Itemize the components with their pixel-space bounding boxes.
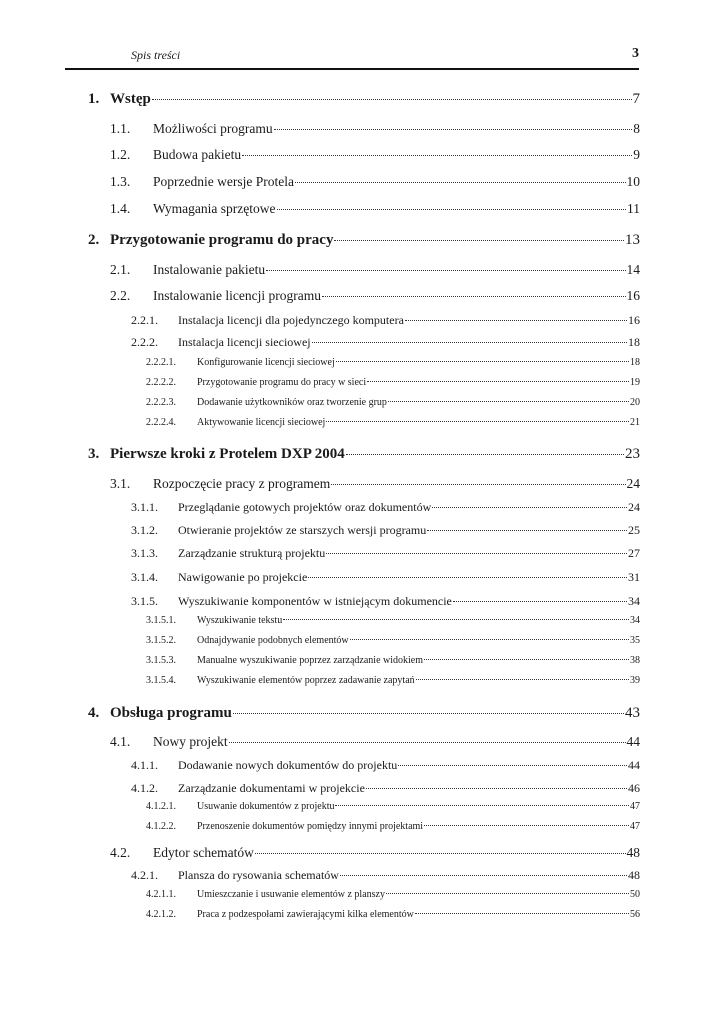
- toc-title: Wyszukiwanie tekstu: [197, 615, 283, 626]
- dot-leader: [255, 853, 626, 854]
- toc-number: 3.1.1.: [131, 500, 158, 514]
- toc-page: 18: [628, 335, 640, 349]
- dot-leader: [295, 182, 626, 183]
- toc-subsubsection[interactable]: [146, 889, 640, 900]
- toc-title: Poprzednie wersje Protela: [153, 174, 294, 189]
- toc-number: 3.1.5.4.: [146, 675, 176, 686]
- toc-number: 2.2.2.: [131, 335, 158, 349]
- toc-number: 2.2.2.2.: [146, 377, 176, 388]
- toc-subsubsection[interactable]: [146, 801, 640, 812]
- toc-number: 3.1.3.: [131, 546, 158, 560]
- toc-section[interactable]: [110, 201, 640, 217]
- toc-page: 48: [628, 868, 640, 882]
- toc-title: Otwieranie projektów ze starszych wersji programu: [178, 523, 427, 537]
- toc-number: 1.2.: [110, 147, 131, 162]
- toc-number: 1.: [88, 91, 100, 107]
- toc-title: Instalacja licencji sieciowej: [178, 335, 311, 349]
- toc-number: 4.1.2.: [131, 781, 158, 795]
- toc-title: Możliwości programu: [153, 121, 273, 136]
- toc-title: Edytor schematów: [153, 845, 254, 860]
- toc-title: Umieszczanie i usuwanie elementów z planszy: [197, 889, 385, 900]
- dot-leader: [152, 99, 632, 100]
- toc-number: 4.2.1.1.: [146, 889, 176, 900]
- page-number: 3: [632, 46, 639, 61]
- toc-title: Budowa pakietu: [153, 147, 242, 162]
- toc-page: 24: [626, 476, 640, 491]
- toc-page: 46: [628, 781, 640, 795]
- toc-section[interactable]: [110, 262, 640, 278]
- toc-number: 3.1.2.: [131, 523, 158, 537]
- toc-subsection[interactable]: [131, 313, 640, 328]
- toc-page: 14: [626, 262, 640, 277]
- dot-leader: [415, 913, 629, 914]
- dot-leader: [398, 765, 627, 766]
- toc-number: 2.2.2.1.: [146, 357, 176, 368]
- toc-page: 31: [628, 570, 640, 584]
- dot-leader: [334, 240, 624, 241]
- toc-title: Wstęp: [110, 91, 151, 107]
- toc-page: 56: [630, 909, 640, 920]
- toc-number: 3.1.5.2.: [146, 635, 176, 646]
- toc-title: Wyszukiwanie elementów poprzez zadawanie zapytań: [197, 675, 415, 686]
- toc-number: 4.1.2.1.: [146, 801, 176, 812]
- toc-number: 2.2.2.3.: [146, 397, 176, 408]
- toc-title: Usuwanie dokumentów z projektu: [197, 801, 335, 812]
- toc-subsubsection[interactable]: [146, 397, 640, 408]
- toc-subsection[interactable]: [131, 781, 640, 796]
- toc-subsection[interactable]: [131, 570, 640, 585]
- dot-leader: [367, 381, 629, 382]
- running-header-title: Spis treści: [131, 48, 181, 62]
- dot-leader: [388, 401, 629, 402]
- toc-page: 21: [630, 417, 640, 428]
- toc-number: 3.1.5.1.: [146, 615, 176, 626]
- toc-chapter[interactable]: [88, 446, 640, 463]
- toc-section[interactable]: [110, 845, 640, 861]
- toc-number: 4.1.1.: [131, 758, 158, 772]
- toc-subsubsection[interactable]: [146, 377, 640, 388]
- toc-title: Instalacja licencji dla pojedynczego komputera: [178, 313, 404, 327]
- toc-subsubsection[interactable]: [146, 821, 640, 832]
- toc-number: 4.2.1.: [131, 868, 158, 882]
- dot-leader: [366, 788, 627, 789]
- toc-number: 4.2.1.2.: [146, 909, 176, 920]
- toc-title: Nawigowanie po projekcie: [178, 570, 308, 584]
- toc-page: 39: [630, 675, 640, 686]
- dot-leader: [336, 361, 629, 362]
- dot-leader: [432, 507, 627, 508]
- dot-leader: [331, 484, 625, 485]
- toc-chapter[interactable]: [88, 91, 640, 108]
- dot-leader: [283, 619, 629, 620]
- toc-title: Przeglądanie gotowych projektów oraz dokumentów: [178, 500, 432, 514]
- toc-title: Dodawanie użytkowników oraz tworzenie grup: [197, 397, 387, 408]
- dot-leader: [416, 679, 629, 680]
- dot-leader: [340, 875, 627, 876]
- toc-subsubsection[interactable]: [146, 357, 640, 368]
- toc-number: 4.1.2.2.: [146, 821, 176, 832]
- toc-number: 3.1.: [110, 476, 131, 491]
- toc-chapter[interactable]: [88, 232, 640, 249]
- toc-subsubsection[interactable]: [146, 655, 640, 666]
- toc-title: Manualne wyszukiwanie poprzez zarządzanie widokiem: [197, 655, 424, 666]
- toc-title: Przenoszenie dokumentów pomiędzy innymi projektami: [197, 821, 424, 832]
- toc-page: 9: [633, 147, 640, 162]
- toc-page: 44: [628, 758, 640, 772]
- toc-subsubsection[interactable]: [146, 417, 640, 428]
- toc-section[interactable]: [110, 734, 640, 750]
- toc-page: 16: [626, 288, 640, 303]
- toc-title: Instalowanie licencji programu: [153, 288, 321, 303]
- dot-leader: [266, 270, 625, 271]
- toc-subsection[interactable]: [131, 758, 640, 773]
- toc-page: 50: [630, 889, 640, 900]
- toc-number: 3.1.5.3.: [146, 655, 176, 666]
- toc-subsection[interactable]: [131, 546, 640, 561]
- dot-leader: [424, 825, 629, 826]
- toc-subsection[interactable]: [131, 500, 640, 515]
- toc-subsection[interactable]: [131, 868, 640, 883]
- toc-number: 4.1.: [110, 734, 131, 749]
- toc-subsubsection[interactable]: [146, 635, 640, 646]
- toc-title: Odnajdywanie podobnych elementów: [197, 635, 349, 646]
- toc-number: 2.2.2.4.: [146, 417, 176, 428]
- dot-leader: [233, 713, 624, 714]
- toc-page: 44: [626, 734, 640, 749]
- toc-page: 48: [626, 845, 640, 860]
- dot-leader: [346, 454, 624, 455]
- dot-leader: [405, 320, 627, 321]
- dot-leader: [326, 553, 627, 554]
- dot-leader: [326, 421, 629, 422]
- toc-page: 38: [630, 655, 640, 666]
- toc-page: 13: [625, 232, 640, 248]
- toc-number: 1.3.: [110, 174, 131, 189]
- toc-page: 18: [630, 357, 640, 368]
- toc-title: Nowy projekt: [153, 734, 228, 749]
- toc-section[interactable]: [110, 174, 640, 190]
- toc-number: 2.1.: [110, 262, 131, 277]
- toc-section[interactable]: [110, 288, 640, 304]
- toc-page: 23: [625, 446, 640, 462]
- toc-title: Aktywowanie licencji sieciowej: [197, 417, 326, 428]
- toc-page: 47: [630, 821, 640, 832]
- dot-leader: [242, 155, 632, 156]
- toc-page: 10: [626, 174, 640, 189]
- dot-leader: [427, 530, 627, 531]
- toc-page: 34: [630, 615, 640, 626]
- toc-number: 3.1.4.: [131, 570, 158, 584]
- toc-title: Wymagania sprzętowe: [153, 201, 276, 216]
- toc-page: 19: [630, 377, 640, 388]
- toc-page: 27: [628, 546, 640, 560]
- dot-leader: [335, 805, 629, 806]
- dot-leader: [350, 639, 629, 640]
- toc-title: Plansza do rysowania schematów: [178, 868, 339, 882]
- toc-title: Rozpoczęcie pracy z programem: [153, 476, 331, 491]
- toc-section[interactable]: [110, 121, 640, 137]
- dot-leader: [312, 342, 627, 343]
- toc-title: Konfigurowanie licencji sieciowej: [197, 357, 335, 368]
- dot-leader: [453, 601, 627, 602]
- toc-number: 3.1.5.: [131, 594, 158, 608]
- toc-title: Praca z podzespołami zawierającymi kilka elementów: [197, 909, 414, 920]
- dot-leader: [424, 659, 629, 660]
- toc-title: Pierwsze kroki z Protelem DXP 2004: [110, 446, 345, 462]
- dot-leader: [308, 577, 627, 578]
- toc-title: Wyszukiwanie komponentów w istniejącym dokumencie: [178, 594, 452, 608]
- dot-leader: [229, 742, 626, 743]
- toc-section[interactable]: [110, 147, 640, 163]
- toc-page: 35: [630, 635, 640, 646]
- dot-leader: [322, 296, 626, 297]
- toc-page: 47: [630, 801, 640, 812]
- toc-title: Przygotowanie programu do pracy w sieci: [197, 377, 367, 388]
- toc-subsection[interactable]: [131, 335, 640, 350]
- toc-number: 2.2.1.: [131, 313, 158, 327]
- toc-subsection[interactable]: [131, 594, 640, 609]
- toc-number: 3.: [88, 446, 100, 462]
- toc-page: 16: [628, 313, 640, 327]
- dot-leader: [274, 129, 633, 130]
- toc-chapter[interactable]: [88, 705, 640, 722]
- toc-title: Przygotowanie programu do pracy: [110, 232, 334, 248]
- toc-section[interactable]: [110, 476, 640, 492]
- toc-number: 4.2.: [110, 845, 131, 860]
- toc-page: 43: [625, 705, 640, 721]
- toc-subsubsection[interactable]: [146, 675, 640, 686]
- toc-title: Obsługa programu: [110, 705, 232, 721]
- toc-page: 20: [630, 397, 640, 408]
- toc-page: 8: [633, 121, 640, 136]
- toc-page: 25: [628, 523, 640, 537]
- toc-number: 1.4.: [110, 201, 131, 216]
- toc-number: 2.2.: [110, 288, 131, 303]
- toc-subsubsection[interactable]: [146, 909, 640, 920]
- toc-title: Instalowanie pakietu: [153, 262, 266, 277]
- toc-subsection[interactable]: [131, 523, 640, 538]
- toc-number: 4.: [88, 705, 100, 721]
- toc-page: 24: [628, 500, 640, 514]
- dot-leader: [386, 893, 629, 894]
- toc-title: Zarządzanie dokumentami w projekcie: [178, 781, 365, 795]
- toc-page: 11: [627, 201, 640, 216]
- toc-page: 34: [628, 594, 640, 608]
- toc-title: Dodawanie nowych dokumentów do projektu: [178, 758, 398, 772]
- toc-page: 7: [632, 91, 640, 107]
- toc-title: Zarządzanie strukturą projektu: [178, 546, 326, 560]
- toc-number: 1.1.: [110, 121, 131, 136]
- toc-number: 2.: [88, 232, 100, 248]
- toc-subsubsection[interactable]: [146, 615, 640, 626]
- dot-leader: [277, 209, 626, 210]
